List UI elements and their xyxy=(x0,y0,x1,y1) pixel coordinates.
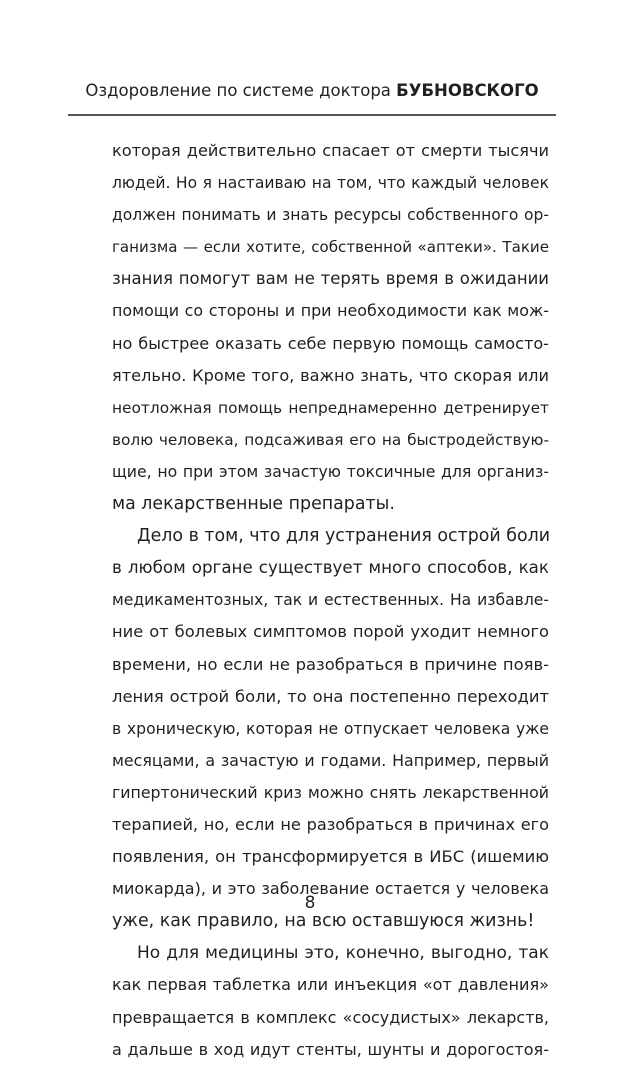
text-line: появления, он трансформируется в ИБС (ишемию xyxy=(112,847,549,867)
running-head-author: БУБНОВСКОГО xyxy=(396,81,539,100)
text-line: волю человека, подсаживая его на быстродействую- xyxy=(112,430,549,449)
text-line: миокарда), и это заболевание остается у человека xyxy=(112,879,549,899)
body-text xyxy=(112,135,549,1066)
text-line: помощи со стороны и при необходимости как мож- xyxy=(112,301,549,321)
text-line: месяцами, а зачастую и годами. Например, первый xyxy=(112,750,549,770)
text-line: щие, но при этом зачастую токсичные для организ- xyxy=(112,461,549,481)
text-line: гипертонический криз можно снять лекарственной xyxy=(112,782,549,802)
text-line: в любом органе существует много способов, как xyxy=(112,558,549,578)
text-line: которая действительно спасает от смерти тысячи xyxy=(112,141,549,160)
text-line: ганизма — если хотите, собственной «аптеки». Такие xyxy=(112,238,549,257)
text-line: людей. Но я настаиваю на том, что каждый человек xyxy=(112,174,549,193)
text-line: превращается в комплекс «сосудистых» лекарств, xyxy=(112,1007,549,1027)
text-line: Дело в том, что для устранения острой боли xyxy=(137,526,551,547)
text-line: в хроническую, которая не отпускает человека уже xyxy=(112,718,549,738)
text-line: ние от болевых симптомов порой уходит немного xyxy=(112,622,549,642)
running-head xyxy=(68,81,556,100)
text-line: но быстрее оказать себе первую помощь самосто- xyxy=(112,333,549,353)
text-line: знания помогут вам не терять время в ожидании xyxy=(112,269,549,289)
text-line: терапией, но, если не разобраться в причинах его xyxy=(112,814,549,834)
text-line: а дальше в ход идут стенты, шунты и дорогостоя- xyxy=(112,1039,549,1059)
text-line: ма лекарственные препараты. xyxy=(112,494,395,515)
header-rule xyxy=(68,114,556,116)
text-line: должен понимать и знать ресурсы собственного ор- xyxy=(112,206,549,225)
text-line: уже, как правило, на всю оставшуюся жизнь! xyxy=(112,911,535,932)
text-line: медикаментозных, так и естественных. На избавле- xyxy=(112,591,549,610)
text-line: как первая таблетка или инъекция «от давления» xyxy=(112,975,549,995)
text-line: времени, но если не разобраться в причине появ- xyxy=(112,654,549,674)
text-line: ятельно. Кроме того, важно знать, что скорая или xyxy=(112,365,549,385)
running-head-title: Оздоровление по системе доктора xyxy=(85,81,391,100)
text-line: ления острой боли, то она постепенно переходит xyxy=(112,686,549,706)
text-line: Но для медицины это, конечно, выгодно, так xyxy=(137,943,549,964)
page-number: 8 xyxy=(304,893,316,913)
text-line: неотложная помощь непреднамеренно детренирует xyxy=(112,398,549,417)
